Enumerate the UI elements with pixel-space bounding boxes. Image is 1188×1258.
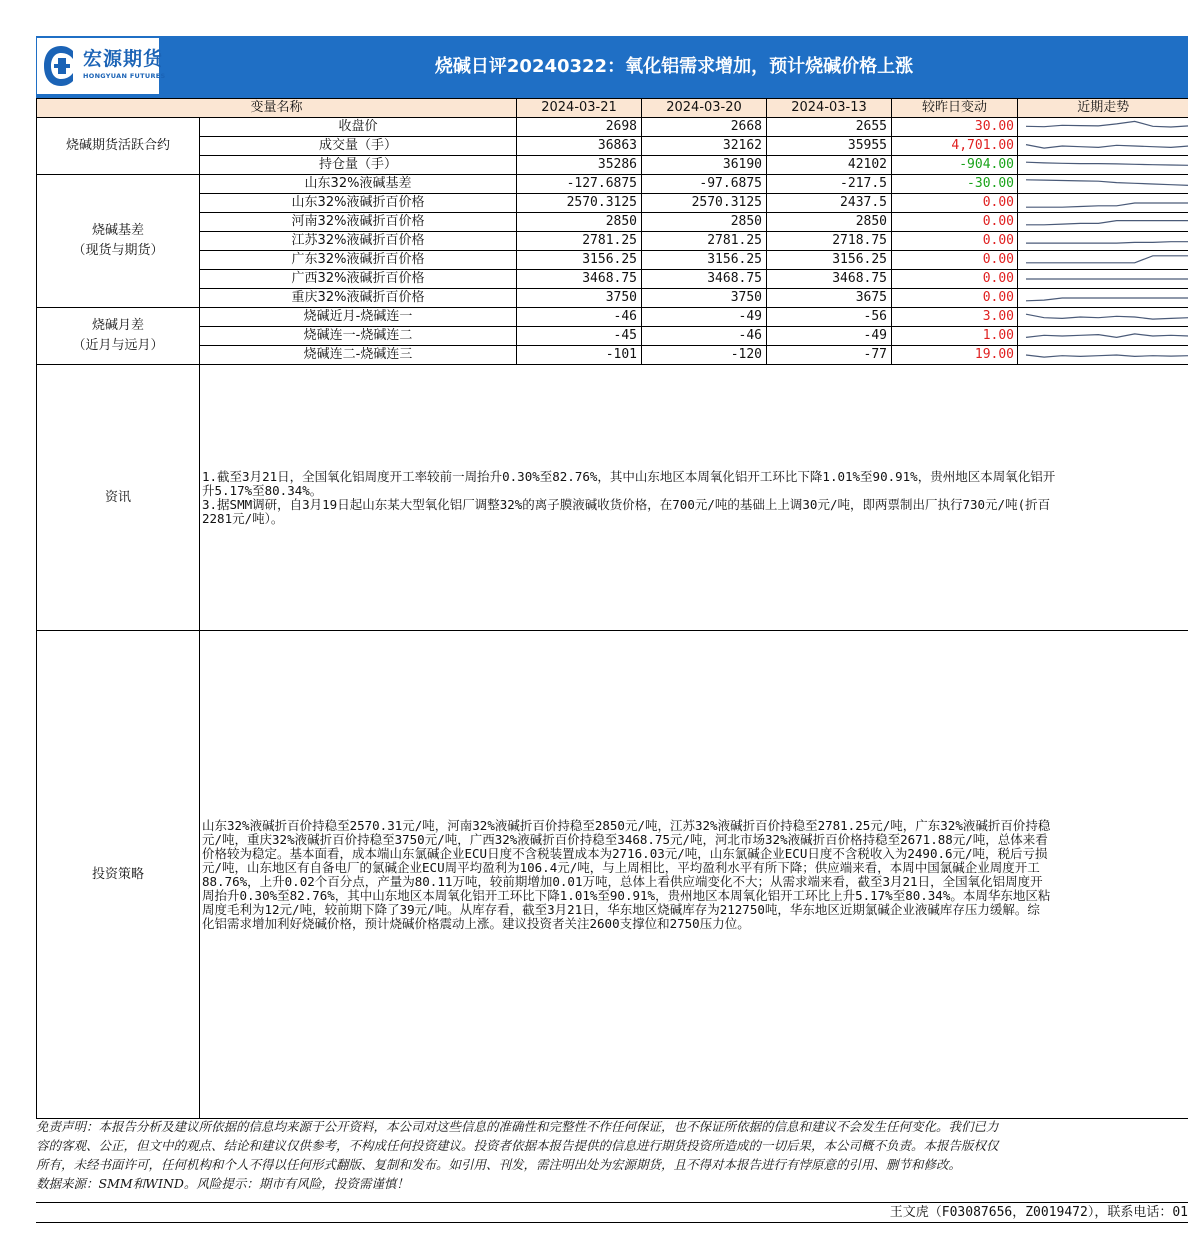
strategy-line: 周抬升0.30%至82.76%，其中山东地区本周氧化铝开工环比下降1.01%至90.91%，贵州地区本周氧化铝开工环比上升5.17%至80.34%。本周华东地区粘 <box>202 887 1051 903</box>
column-header: 近期走势 <box>1018 99 1188 118</box>
variable-name: 重庆32%液碱折百价格 <box>200 289 517 308</box>
value-2024-03-20: 2668 <box>642 118 767 137</box>
column-header: 较昨日变动 <box>892 99 1018 118</box>
trend-cell <box>1018 175 1188 194</box>
trend-sparkline <box>1018 213 1188 231</box>
variable-name: 江苏32%液碱折百价格 <box>200 232 517 251</box>
report-header <box>36 36 1188 98</box>
value-2024-03-21: -101 <box>517 346 642 365</box>
trend-sparkline <box>1018 308 1188 326</box>
table-row <box>37 308 1188 327</box>
table-header-row <box>37 99 1188 118</box>
change-value: 19.00 <box>892 346 1018 365</box>
change-value: 4,701.00 <box>892 137 1018 156</box>
change-value: 0.00 <box>892 213 1018 232</box>
table-row <box>37 289 1188 308</box>
change-value: 0.00 <box>892 251 1018 270</box>
change-value: 1.00 <box>892 327 1018 346</box>
logo-text-cn: 宏源期货 <box>83 48 164 70</box>
trend-sparkline <box>1018 346 1188 364</box>
trend-sparkline <box>1018 270 1188 288</box>
trend-line <box>1026 256 1188 263</box>
group-label-line: 烧碱月差 <box>91 318 144 333</box>
trend-cell <box>1018 270 1188 289</box>
hongyuan-logo-icon <box>42 44 80 88</box>
disclaimer-line: 免责声明：本报告分析及建议所依据的信息均来源于公开资料，本公司对这些信息的准确性和完整性不作任何保证，也不保证所依据的信息和建议不会发生任何变化。我们已力 <box>36 1119 999 1134</box>
group-label-line: （近月与远月） <box>72 338 164 353</box>
change-value: 0.00 <box>892 194 1018 213</box>
change-value: 0.00 <box>892 289 1018 308</box>
trend-line <box>1026 203 1188 207</box>
variable-name: 烧碱近月-烧碱连一 <box>200 308 517 327</box>
disclaimer-line: 容的客观、公正，但文中的观点、结论和建议仅供参考，不构成任何投资建议。投资者依据本报告提供的信息进行期货投资所造成的一切后果，本公司概不负责。本报告版权仅 <box>36 1138 999 1153</box>
value-2024-03-13: 3468.75 <box>767 270 892 289</box>
news-content <box>200 365 1188 631</box>
group-label-line: （现货与期货） <box>72 243 164 258</box>
change-value: 3.00 <box>892 308 1018 327</box>
table-row <box>37 137 1188 156</box>
trend-line <box>1026 221 1188 225</box>
table-row <box>37 270 1188 289</box>
table-row <box>37 156 1188 175</box>
value-2024-03-13: -49 <box>767 327 892 346</box>
trend-cell <box>1018 289 1188 308</box>
table-row <box>37 175 1188 194</box>
table-row <box>37 213 1188 232</box>
value-2024-03-21: 2781.25 <box>517 232 642 251</box>
trend-cell <box>1018 213 1188 232</box>
trend-cell <box>1018 251 1188 270</box>
table-row <box>37 118 1188 137</box>
variable-name: 山东32%液碱基差 <box>200 175 517 194</box>
disclaimer-line: 数据来源：SMM和WIND。风险提示：期市有风险，投资需谨慎！ <box>36 1176 409 1191</box>
disclaimer-line: 所有，未经书面许可，任何机构和个人不得以任何形式翻版、复制和发布。如引用、刊发，需注明出处为宏源期货，且不得对本报告进行有悖原意的引用、删节和修改。 <box>36 1157 962 1172</box>
news-row <box>37 365 1188 631</box>
trend-cell <box>1018 118 1188 137</box>
column-header: 变量名称 <box>37 99 517 118</box>
value-2024-03-20: -120 <box>642 346 767 365</box>
table-row <box>37 327 1188 346</box>
value-2024-03-21: 3750 <box>517 289 642 308</box>
table-row <box>37 194 1188 213</box>
table-row <box>37 232 1188 251</box>
news-line: 1.截至3月21日，全国氧化铝周度开工率较前一周抬升0.30%至82.76%，其中山东地区本周氧化铝开工环比下降1.01%至90.91%，贵州地区本周氧化铝开 <box>202 468 1056 484</box>
variable-name: 广东32%液碱折百价格 <box>200 251 517 270</box>
logo-text-en: HONGYUAN FUTURES <box>83 72 166 80</box>
value-2024-03-20: 3468.75 <box>642 270 767 289</box>
value-2024-03-20: 3156.25 <box>642 251 767 270</box>
value-2024-03-21: -127.6875 <box>517 175 642 194</box>
news-line: 2281元/吨）。 <box>202 510 284 526</box>
trend-cell <box>1018 194 1188 213</box>
value-2024-03-20: -46 <box>642 327 767 346</box>
value-2024-03-13: -77 <box>767 346 892 365</box>
value-2024-03-13: 2718.75 <box>767 232 892 251</box>
value-2024-03-21: 2850 <box>517 213 642 232</box>
column-header: 2024-03-21 <box>517 99 642 118</box>
trend-cell <box>1018 156 1188 175</box>
value-2024-03-21: -45 <box>517 327 642 346</box>
trend-sparkline <box>1018 194 1188 212</box>
variable-name: 烧碱连二-烧碱连三 <box>200 346 517 365</box>
trend-sparkline <box>1018 175 1188 193</box>
strategy-line: 化铝需求增加利好烧碱价格，预计烧碱价格震动上涨。建议投资者关注2600支撑位和2750压力位。 <box>202 915 750 931</box>
group-label <box>37 175 200 308</box>
trend-sparkline <box>1018 327 1188 345</box>
value-2024-03-21: 35286 <box>517 156 642 175</box>
value-2024-03-13: 2850 <box>767 213 892 232</box>
strategy-line: 元/吨，重庆32%液碱折百价持稳至3750元/吨，广西32%液碱折百价持稳至3468.75元/吨，河北市场32%液碱折百价格持稳至2671.88元/吨，总体来看 <box>202 831 1048 847</box>
group-label-line: 烧碱基差 <box>91 223 144 238</box>
strategy-line: 88.76%，上升0.02个百分点，产量为80.11万吨，较前期增加0.01万吨，总体上看供应端变化不大；从需求端来看，截至3月21日，全国氧化铝周度开 <box>202 873 1043 889</box>
news-line: 升5.17%至80.34%。 <box>202 482 323 498</box>
trend-sparkline <box>1018 156 1188 174</box>
strategy-label: 投资策略 <box>37 631 200 1119</box>
strategy-row <box>37 631 1188 1119</box>
trend-line <box>1026 180 1188 186</box>
company-logo <box>37 38 166 94</box>
table-row <box>37 346 1188 365</box>
trend-line <box>1026 121 1188 127</box>
value-2024-03-21: -46 <box>517 308 642 327</box>
trend-cell <box>1018 232 1188 251</box>
trend-sparkline <box>1018 232 1188 250</box>
value-2024-03-21: 36863 <box>517 137 642 156</box>
change-value: -904.00 <box>892 156 1018 175</box>
trend-cell <box>1018 308 1188 327</box>
group-label-line: 烧碱期货活跃合约 <box>65 138 170 153</box>
value-2024-03-20: 2850 <box>642 213 767 232</box>
data-table <box>36 98 1188 1119</box>
trend-line <box>1026 355 1188 357</box>
variable-name: 持仓量（手） <box>200 156 517 175</box>
trend-line <box>1026 314 1188 319</box>
variable-name: 河南32%液碱折百价格 <box>200 213 517 232</box>
trend-line <box>1026 242 1188 243</box>
group-label <box>37 118 200 175</box>
change-value: 0.00 <box>892 232 1018 251</box>
variable-name: 烧碱连一-烧碱连二 <box>200 327 517 346</box>
variable-name: 山东32%液碱折百价格 <box>200 194 517 213</box>
value-2024-03-21: 2570.3125 <box>517 194 642 213</box>
value-2024-03-13: 2655 <box>767 118 892 137</box>
author-footer: 王文虎（F03087656，Z0019472），联系电话：01 <box>36 1202 1188 1223</box>
value-2024-03-13: 3156.25 <box>767 251 892 270</box>
strategy-line: 山东32%液碱折百价持稳至2570.31元/吨，河南32%液碱折百价持稳至2850元/吨，江苏32%液碱折百价持稳至2781.25元/吨，广东32%液碱折百价持稳 <box>202 817 1051 833</box>
trend-sparkline <box>1018 251 1188 269</box>
trend-line <box>1026 334 1188 338</box>
value-2024-03-20: 3750 <box>642 289 767 308</box>
column-header: 2024-03-13 <box>767 99 892 118</box>
trend-cell <box>1018 346 1188 365</box>
value-2024-03-13: -56 <box>767 308 892 327</box>
table-row <box>37 251 1188 270</box>
value-2024-03-20: 2781.25 <box>642 232 767 251</box>
strategy-line: 周度毛利为12元/吨，较前期下降了39元/吨。从库存看，截至3月21日，华东地区烧碱库存为212750吨，华东地区近期氯碱企业液碱库存压力缓解。综 <box>202 901 1040 917</box>
value-2024-03-20: -97.6875 <box>642 175 767 194</box>
value-2024-03-13: 3675 <box>767 289 892 308</box>
value-2024-03-20: 32162 <box>642 137 767 156</box>
value-2024-03-13: 2437.5 <box>767 194 892 213</box>
news-line: 3.据SMM调研，自3月19日起山东某大型氧化铝厂调整32%的离子膜液碱收货价格，在700元/吨的基础上上调30元/吨，即两票制出厂执行730元/吨(折百 <box>202 496 1051 512</box>
trend-line <box>1026 298 1188 301</box>
disclaimer <box>36 1117 1188 1193</box>
variable-name: 收盘价 <box>200 118 517 137</box>
value-2024-03-13: -217.5 <box>767 175 892 194</box>
report-title: 烧碱日评20240322：氧化铝需求增加，预计烧碱价格上涨 <box>434 56 914 77</box>
trend-sparkline <box>1018 137 1188 155</box>
value-2024-03-21: 3156.25 <box>517 251 642 270</box>
change-value: 30.00 <box>892 118 1018 137</box>
group-label <box>37 308 200 365</box>
value-2024-03-21: 2698 <box>517 118 642 137</box>
trend-cell <box>1018 327 1188 346</box>
trend-sparkline <box>1018 118 1188 136</box>
news-label: 资讯 <box>37 365 200 631</box>
trend-line <box>1026 145 1188 149</box>
column-header: 2024-03-20 <box>642 99 767 118</box>
value-2024-03-13: 42102 <box>767 156 892 175</box>
variable-name: 成交量（手） <box>200 137 517 156</box>
trend-cell <box>1018 137 1188 156</box>
report-page <box>36 36 1188 1220</box>
trend-sparkline <box>1018 289 1188 307</box>
strategy-line: 元/吨，山东地区有自备电厂的氯碱企业ECU周平均盈利为106.4元/吨，与上周相比，平均盈利水平有所下降；供应端来看，本周中国氯碱企业周度开工 <box>202 859 1040 875</box>
variable-name: 广西32%液碱折百价格 <box>200 270 517 289</box>
strategy-line: 价格较为稳定。基本面看，成本端山东氯碱企业ECU日度不含税装置成本为2716.03元/吨，山东氯碱企业ECU日度不含税收入为2490.6元/吨，税后亏损 <box>202 845 1048 861</box>
value-2024-03-20: 2570.3125 <box>642 194 767 213</box>
value-2024-03-20: 36190 <box>642 156 767 175</box>
value-2024-03-13: 35955 <box>767 137 892 156</box>
change-value: 0.00 <box>892 270 1018 289</box>
trend-line <box>1026 162 1188 165</box>
value-2024-03-21: 3468.75 <box>517 270 642 289</box>
change-value: -30.00 <box>892 175 1018 194</box>
strategy-content <box>200 631 1188 1119</box>
value-2024-03-20: -49 <box>642 308 767 327</box>
